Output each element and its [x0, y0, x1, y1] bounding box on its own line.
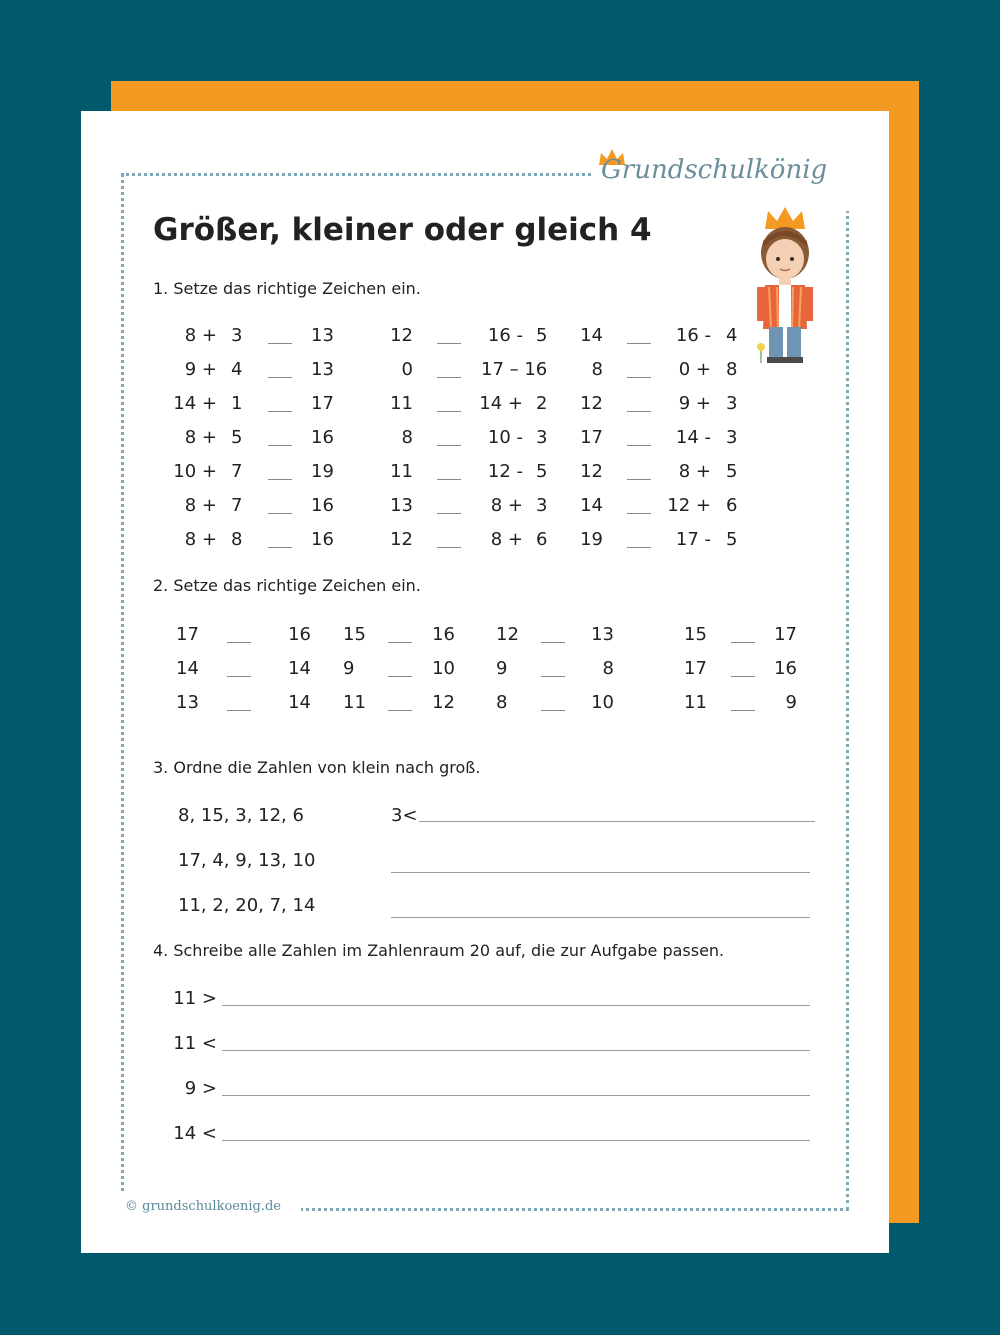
task-2-right-number: 16 — [288, 624, 311, 645]
answer-line[interactable] — [222, 1095, 810, 1096]
answer-gap[interactable] — [227, 676, 251, 677]
task-1-term: 13 — [390, 495, 413, 516]
task-4-heading: 4. Schreibe alle Zahlen im Zahlenraum 20 auf, die zur Aufgabe passen. — [153, 941, 725, 960]
task-2-right-number: 13 — [591, 624, 614, 645]
task-2-right-number: 10 — [591, 692, 614, 713]
task-2-right-number: 14 — [288, 658, 311, 679]
task-1-term: 8 + — [678, 461, 711, 482]
answer-gap[interactable] — [268, 377, 292, 378]
answer-gap[interactable] — [437, 479, 461, 480]
answer-gap[interactable] — [627, 445, 651, 446]
task-1-term: 11 — [390, 393, 413, 414]
task-1-term: 14 + — [479, 393, 523, 414]
task-1-term: 3 — [536, 495, 548, 516]
task-1-term: 9 + — [184, 359, 217, 380]
answer-gap[interactable] — [227, 710, 251, 711]
task-1-term: 0 — [401, 359, 413, 380]
answer-gap[interactable] — [627, 513, 651, 514]
task-1-term: 3 — [726, 427, 738, 448]
task-2-right-number: 16 — [774, 658, 797, 679]
task-2-left-number: 15 — [684, 624, 707, 645]
task-3-heading: 3. Ordne die Zahlen von klein nach groß. — [153, 758, 481, 777]
task-1-result: 17 — [311, 393, 334, 414]
task-1-term: 3 — [726, 393, 738, 414]
task-1-term: 7 — [231, 495, 243, 516]
numbers-to-sort: 17, 4, 9, 13, 10 — [178, 850, 316, 871]
task-2-right-number: 10 — [432, 658, 455, 679]
task-1-result: 16 — [311, 529, 334, 550]
task-1-term: 12 — [390, 529, 413, 550]
task-1-term: 8 — [231, 529, 243, 550]
task-1-term: 12 - — [487, 461, 523, 482]
answer-gap[interactable] — [268, 479, 292, 480]
task-1-term: 8 — [726, 359, 738, 380]
task-1-term: 8 + — [184, 529, 217, 550]
task-2-right-number: 14 — [288, 692, 311, 713]
answer-line[interactable] — [391, 872, 810, 873]
answer-gap[interactable] — [627, 343, 651, 344]
task-2-left-number: 17 — [176, 624, 199, 645]
answer-gap[interactable] — [541, 710, 565, 711]
task-1-term: 17 - — [675, 529, 711, 550]
task-2-heading: 2. Setze das richtige Zeichen ein. — [153, 576, 421, 595]
task-2-right-number: 16 — [432, 624, 455, 645]
task-1-term: 5 — [536, 461, 548, 482]
task-2-left-number: 11 — [684, 692, 707, 713]
brand-logo: Grundschulkönig — [601, 155, 828, 185]
task-1-term: 0 + — [678, 359, 711, 380]
task-2-left-number: 14 — [176, 658, 199, 679]
task-1-term: 9 + — [678, 393, 711, 414]
page-title: Größer, kleiner oder gleich 4 — [153, 212, 652, 248]
answer-prefix: 3< — [391, 805, 418, 826]
condition-label: 11 > — [173, 988, 217, 1009]
answer-gap[interactable] — [731, 676, 755, 677]
answer-gap[interactable] — [268, 547, 292, 548]
answer-line[interactable] — [419, 821, 815, 822]
task-2-right-number: 8 — [602, 658, 614, 679]
task-1-term: 17 – 16 — [481, 359, 548, 380]
task-1-term: 6 — [726, 495, 738, 516]
task-1-term: 3 — [231, 325, 243, 346]
task-1-result: 16 — [311, 427, 334, 448]
answer-gap[interactable] — [268, 411, 292, 412]
condition-label: 11 < — [173, 1033, 217, 1054]
task-1-term: 8 + — [184, 495, 217, 516]
task-2-left-number: 15 — [343, 624, 366, 645]
task-1-term: 5 — [231, 427, 243, 448]
task-1-term: 19 — [580, 529, 603, 550]
task-1-term: 8 — [591, 359, 603, 380]
answer-gap[interactable] — [437, 513, 461, 514]
task-1-term: 14 — [580, 325, 603, 346]
task-1-term: 3 — [536, 427, 548, 448]
task-1-term: 1 — [231, 393, 243, 414]
task-1-result: 13 — [311, 325, 334, 346]
answer-gap[interactable] — [627, 479, 651, 480]
task-1-term: 16 - — [675, 325, 711, 346]
task-1-term: 2 — [536, 393, 548, 414]
task-1-term: 14 - — [675, 427, 711, 448]
task-1-term: 5 — [726, 529, 738, 550]
task-2-left-number: 12 — [496, 624, 519, 645]
task-1-term: 8 + — [184, 427, 217, 448]
task-1-term: 8 — [401, 427, 413, 448]
answer-gap[interactable] — [437, 547, 461, 548]
answer-gap[interactable] — [541, 642, 565, 643]
task-1-result: 16 — [311, 495, 334, 516]
task-2-right-number: 9 — [785, 692, 797, 713]
worksheet-page — [81, 111, 889, 1253]
task-1-term: 14 + — [173, 393, 217, 414]
task-1-term: 5 — [726, 461, 738, 482]
task-1-term: 10 + — [173, 461, 217, 482]
task-1-term: 7 — [231, 461, 243, 482]
answer-gap[interactable] — [388, 676, 412, 677]
answer-gap[interactable] — [268, 513, 292, 514]
task-1-term: 17 — [580, 427, 603, 448]
task-2-left-number: 9 — [496, 658, 508, 679]
task-1-result: 13 — [311, 359, 334, 380]
task-1-result: 19 — [311, 461, 334, 482]
answer-gap[interactable] — [541, 676, 565, 677]
numbers-to-sort: 11, 2, 20, 7, 14 — [178, 895, 316, 916]
task-1-term: 12 — [580, 393, 603, 414]
answer-gap[interactable] — [227, 642, 251, 643]
numbers-to-sort: 8, 15, 3, 12, 6 — [178, 805, 304, 826]
answer-gap[interactable] — [627, 411, 651, 412]
task-1-term: 4 — [726, 325, 738, 346]
task-1-term: 10 - — [487, 427, 523, 448]
task-1-term: 4 — [231, 359, 243, 380]
footer-copyright: © grundschulkoenig.de — [125, 1199, 281, 1214]
answer-line[interactable] — [222, 1140, 810, 1141]
task-1-term: 14 — [580, 495, 603, 516]
answer-gap[interactable] — [627, 547, 651, 548]
task-1-term: 5 — [536, 325, 548, 346]
answer-gap[interactable] — [388, 710, 412, 711]
condition-label: 14 < — [173, 1123, 217, 1144]
answer-line[interactable] — [391, 917, 810, 918]
task-1-term: 11 — [390, 461, 413, 482]
boy-with-crown-icon — [745, 207, 825, 367]
answer-line[interactable] — [222, 1005, 810, 1006]
task-2-left-number: 9 — [343, 658, 355, 679]
task-2-left-number: 8 — [496, 692, 508, 713]
answer-gap[interactable] — [731, 642, 755, 643]
answer-gap[interactable] — [437, 445, 461, 446]
task-1-term: 12 — [580, 461, 603, 482]
task-1-term: 12 + — [667, 495, 711, 516]
answer-gap[interactable] — [388, 642, 412, 643]
task-1-heading: 1. Setze das richtige Zeichen ein. — [153, 279, 421, 298]
task-2-right-number: 17 — [774, 624, 797, 645]
answer-gap[interactable] — [268, 343, 292, 344]
answer-gap[interactable] — [437, 411, 461, 412]
answer-line[interactable] — [222, 1050, 810, 1051]
task-1-term: 8 + — [184, 325, 217, 346]
answer-gap[interactable] — [731, 710, 755, 711]
answer-gap[interactable] — [268, 445, 292, 446]
condition-label: 9 > — [184, 1078, 217, 1099]
task-2-left-number: 13 — [176, 692, 199, 713]
task-1-term: 6 — [536, 529, 548, 550]
task-1-term: 12 — [390, 325, 413, 346]
task-2-left-number: 17 — [684, 658, 707, 679]
task-1-term: 16 - — [487, 325, 523, 346]
task-2-right-number: 12 — [432, 692, 455, 713]
answer-gap[interactable] — [437, 343, 461, 344]
answer-gap[interactable] — [627, 377, 651, 378]
task-1-term: 8 + — [490, 529, 523, 550]
task-1-term: 8 + — [490, 495, 523, 516]
task-2-left-number: 11 — [343, 692, 366, 713]
answer-gap[interactable] — [437, 377, 461, 378]
